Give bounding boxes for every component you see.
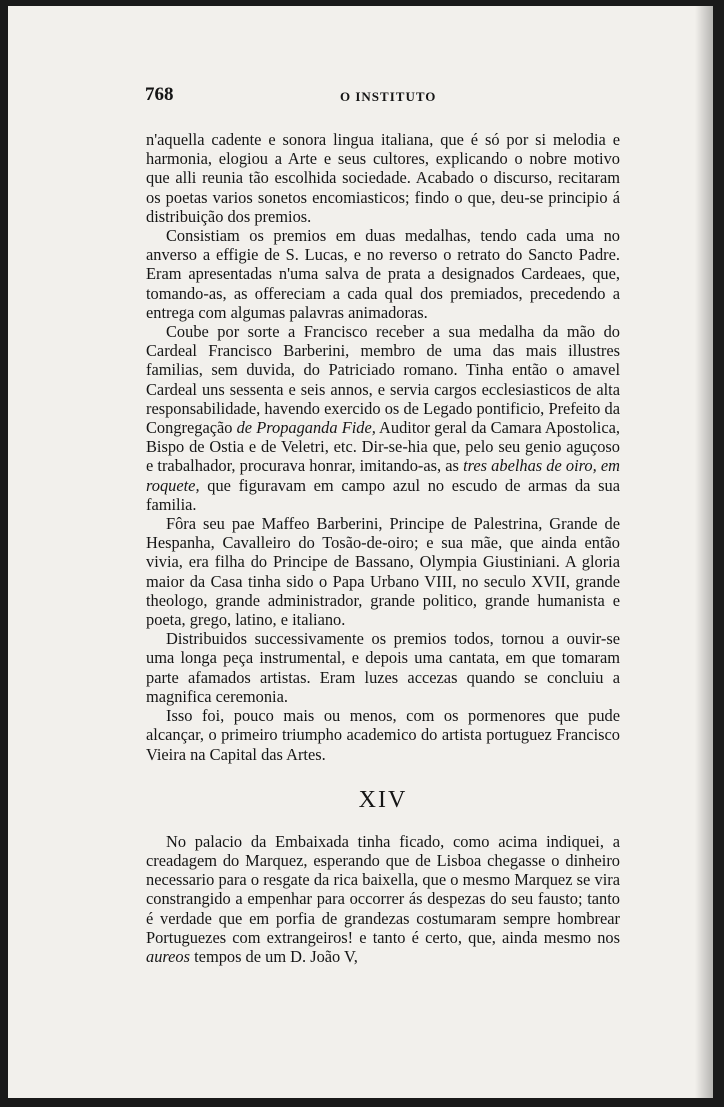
page-number: 768: [145, 84, 174, 105]
paragraph-6: [146, 706, 620, 764]
paragraph-4: [146, 514, 620, 629]
paragraph-2: [146, 226, 620, 322]
document-page: [8, 6, 713, 1098]
paragraph-text: Auditor geral da Camara Apostolica, Bispo de Ostia e de Veletri, etc. Dir-se-hia que, pelo seu genio aguçoso e trabalhador, procurava honrar, imitando-as, as: [146, 418, 620, 476]
paragraph-text: Consistiam os premios em duas medalhas, tendo cada uma no anverso a effigie de S. Lucas, e no reverso o retrato do Sancto Padre. Eram apresentadas n'uma salva de prata a designados Cardeaes, que, tomando-as, as offereciam a cada qual dos premiados, precedendo a entrega com algumas palavras animadoras.: [146, 226, 620, 322]
page-header: [145, 84, 625, 108]
paragraph-1: [146, 130, 620, 226]
paragraph-text: n'aquella cadente e sonora lingua italiana, que é só por si melodia e harmonia, elogiou a Arte e seus cultores, explicando o nobre motivo que alli reunia tão escolhida sociedade. Acabado o discurso, recitaram os poetas varios sonetos encomiasticos; findo o que, deu-se principio á distribuição dos premios.: [146, 130, 620, 226]
paragraph-text: que figuravam em campo azul no escudo de armas da sua familia.: [146, 475, 620, 514]
italic-phrase: de Propaganda Fide,: [236, 418, 376, 438]
paragraph-text: Isso foi, pouco mais ou menos, com os pormenores que pude alcançar, o primeiro triumpho academico do artista portuguez Francisco Vieira na Capital das Artes.: [146, 706, 620, 764]
paragraph-3: [146, 322, 620, 514]
italic-phrase: tres abelhas de oiro, em roquete,: [146, 456, 620, 495]
paragraph-text: Distribuidos successivamente os premios todos, tornou a ouvir-se uma longa peça instrumental, e depois uma cantata, em que tomaram parte afamados artistas. Eram luzes accezas quando se concluiu a magnifica ceremonia.: [146, 629, 620, 706]
italic-phrase: aureos: [146, 946, 191, 966]
section-heading: XIV: [358, 786, 408, 813]
paragraph-text: Fôra seu pae Maffeo Barberini, Principe de Palestrina, Grande de Hespanha, Cavalleiro do Tosão-de-oiro; e sua mãe, que ainda então vivia, era filha do Principe de Bassano, Olympia Giustiniani. A gloria maior da Casa tinha sido o Papa Urbano VIII, no seculo XVII, grande theologo, grande administrador, grande politico, grande humanista e poeta, grego, latino, e italiano.: [146, 514, 620, 630]
running-title: O INSTITUTO: [340, 89, 437, 104]
section-paragraph-1: [146, 832, 620, 966]
body-text: [146, 130, 620, 966]
paragraph-text: tempos de um D. João V,: [190, 946, 358, 966]
paragraph-text: Coube por sorte a Francisco receber a sua medalha da mão do Cardeal Francisco Barberini, membro de uma das mais illustres familias, sem duvida, do Patriciado romano. Tinha então o amavel Cardeal uns sessenta e seis annos, e servia cargos ecclesiasticos de alta responsabilidade, havendo exercido os de Legado pontificio, Prefeito da Congregação: [146, 322, 620, 438]
paragraph-5: [146, 629, 620, 706]
paragraph-text: No palacio da Embaixada tinha ficado, como acima indiquei, a creadagem do Marquez, esperando que de Lisboa chegasse o dinheiro necessario para o resgate da rica baixella, que o mesmo Marquez se vira constrangido a empenhar para occorrer ás despezas do seu fausto; tanto é verdade que em porfia de grandezas costumaram sempre hombrear Portuguezes com extrangeiros! e tanto é certo, que, ainda mesmo nos: [146, 831, 620, 947]
